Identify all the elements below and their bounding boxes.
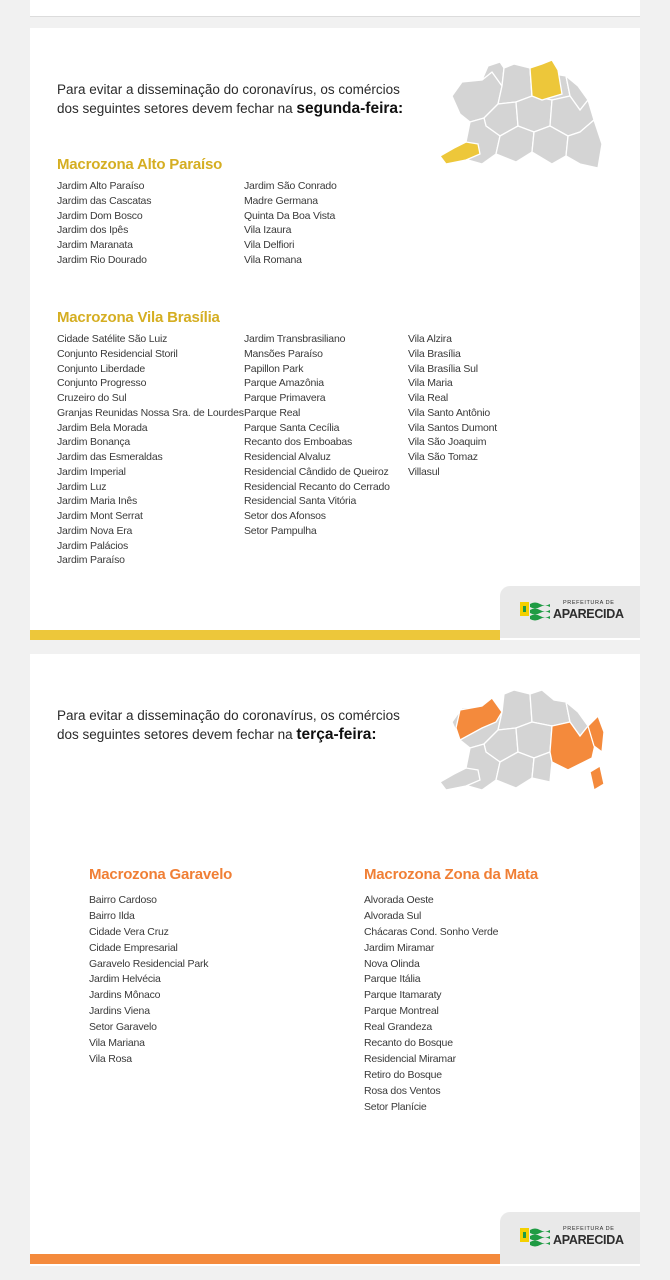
list-item: Jardim São Conrado [244, 180, 337, 192]
aparecida-map-monday [430, 56, 610, 171]
list-item: Nova Olinda [364, 957, 420, 970]
list-item: Retiro do Bosque [364, 1068, 442, 1081]
list-item: Vila Brasília [408, 347, 461, 360]
aparecida-map-tuesday [430, 682, 610, 797]
list-item: Residencial Cândido de Queiroz [244, 465, 389, 478]
list-item: Setor Planície [364, 1100, 427, 1113]
list-item: Jardim Nova Era [57, 524, 133, 537]
list-item: Parque Itamaraty [364, 989, 442, 1002]
tuesday-card [30, 654, 640, 1266]
aparecida-flag-icon [520, 1226, 552, 1250]
map-region-highlight [590, 766, 604, 790]
orange-footer-bar [30, 1254, 500, 1264]
zone-vila-brasilia-col-3 [408, 332, 497, 480]
zone-zona-da-mata-list [364, 893, 498, 1115]
list-item: Residencial Miramar [364, 1052, 456, 1065]
list-item: Parque Primavera [244, 392, 326, 404]
list-item: Vila Mariana [89, 1037, 145, 1050]
list-item: Parque Montreal [364, 1005, 439, 1018]
list-item: Conjunto Progresso [57, 377, 147, 390]
list-item: Cruzeiro do Sul [57, 392, 127, 404]
list-item: Cidade Satélite São Luiz [57, 333, 168, 345]
list-item: Vila São Tomaz [408, 451, 478, 463]
list-item: Setor dos Afonsos [244, 510, 326, 522]
list-item: Jardim Dom Bosco [57, 209, 143, 222]
list-item: Bairro Ilda [89, 909, 135, 922]
list-item: Jardim dos Ipês [57, 224, 129, 237]
list-item: Vila Santo Antônio [408, 406, 491, 419]
zone-garavelo-list [89, 893, 208, 1068]
list-item: Rosa dos Ventos [364, 1084, 441, 1097]
list-item: Vila Real [408, 392, 449, 404]
list-item: Real Grandeza [364, 1021, 433, 1034]
zone-title-alto-paraiso: Macrozona Alto Paraíso [57, 156, 223, 173]
list-item: Alvorada Oeste [364, 894, 434, 906]
list-item: Chácaras Cond. Sonho Verde [364, 925, 499, 938]
list-item: Jardins Mônaco [89, 989, 161, 1002]
list-item: Jardim Maranata [57, 239, 133, 251]
list-item: Vila Santos Dumont [408, 421, 498, 434]
monday-day: segunda-feira: [296, 100, 404, 117]
list-item: Jardim Mont Serrat [57, 510, 143, 522]
list-item: Conjunto Residencial Storil [57, 347, 178, 360]
list-item: Vila Maria [408, 377, 453, 390]
list-item: Cidade Vera Cruz [89, 925, 169, 938]
list-item: Jardim Luz [57, 480, 107, 493]
list-item: Setor Pampulha [244, 524, 317, 537]
list-item: Papillon Park [244, 362, 304, 375]
prefeitura-logo: PREFEITURA DE APARECIDA [500, 586, 640, 638]
list-item: Vila Romana [244, 253, 302, 266]
list-item: Jardins Viena [89, 1005, 150, 1018]
list-item: Garavelo Residencial Park [89, 957, 209, 970]
list-item: Recanto do Bosque [364, 1037, 453, 1050]
list-item: Residencial Recanto do Cerrado [244, 480, 390, 493]
list-item: Jardim Transbrasiliano [244, 333, 346, 345]
list-item: Vila Delfiori [244, 239, 295, 251]
list-item: Recanto dos Emboabas [244, 436, 353, 449]
list-item: Quinta Da Boa Vista [244, 209, 336, 222]
list-item: Vila São Joaquim [408, 436, 487, 449]
list-item: Jardim Bela Morada [57, 421, 148, 434]
list-item: Residencial Alvaluz [244, 451, 331, 463]
list-item: Jardim Maria Inês [57, 495, 138, 508]
list-item: Vila Rosa [89, 1052, 132, 1065]
prefeitura-logo: PREFEITURA DE APARECIDA [500, 1212, 640, 1264]
list-item: Jardim das Esmeraldas [57, 451, 163, 463]
zone-alto-paraiso-col-1 [57, 179, 151, 268]
list-item: Conjunto Liberdade [57, 362, 146, 375]
monday-card [30, 28, 640, 640]
monday-intro: Para evitar a disseminação do coronavírus, os comércios dos seguintes setores devem fechar na segunda-feira: [57, 82, 404, 117]
list-item: Parque Amazônia [244, 377, 324, 390]
list-item: Parque Real [244, 406, 301, 419]
list-item: Parque Itália [364, 973, 421, 986]
list-item: Jardim Palácios [57, 539, 129, 552]
list-item: Setor Garavelo [89, 1021, 157, 1034]
list-item: Granjas Reunidas Nossa Sra. de Lourdes [57, 406, 244, 419]
yellow-footer-bar [30, 630, 500, 640]
list-item: Jardim das Cascatas [57, 194, 152, 207]
list-item: Villasul [408, 465, 440, 478]
tuesday-intro: Para evitar a disseminação do coronavírus, os comércios dos seguintes setores devem fechar na terça-feira: [57, 708, 400, 743]
map-region [530, 690, 570, 726]
zone-vila-brasilia-col-2 [244, 332, 390, 539]
list-item: Vila Brasília Sul [408, 362, 478, 375]
list-item: Residencial Santa Vitória [244, 495, 357, 508]
list-item: Vila Alzira [408, 333, 452, 345]
list-item: Jardim Paraíso [57, 554, 125, 567]
list-item: Jardim Imperial [57, 465, 126, 478]
list-item: Alvorada Sul [364, 909, 422, 922]
list-item: Cidade Empresarial [89, 941, 178, 954]
tuesday-day: terça-feira: [296, 726, 377, 743]
list-item: Parque Santa Cecília [244, 421, 340, 434]
list-item: Mansões Paraíso [244, 347, 323, 360]
previous-card-edge [30, 0, 640, 17]
list-item: Jardim Alto Paraíso [57, 180, 145, 192]
list-item: Jardim Helvécia [89, 973, 161, 986]
zone-title-zona-da-mata: Macrozona Zona da Mata [364, 866, 538, 883]
map-region-highlight [530, 60, 562, 100]
aparecida-flag-icon [520, 600, 552, 624]
list-item: Jardim Miramar [364, 941, 435, 954]
list-item: Vila Izaura [244, 224, 292, 237]
zone-vila-brasilia-col-1 [57, 332, 244, 568]
list-item: Jardim Bonança [57, 436, 131, 449]
zone-title-garavelo: Macrozona Garavelo [89, 866, 233, 883]
list-item: Jardim Rio Dourado [57, 253, 147, 266]
zone-alto-paraiso-col-2 [244, 179, 337, 268]
zone-title-vila-brasilia: Macrozona Vila Brasília [57, 309, 220, 326]
list-item: Madre Germana [244, 194, 318, 207]
list-item: Bairro Cardoso [89, 894, 157, 906]
